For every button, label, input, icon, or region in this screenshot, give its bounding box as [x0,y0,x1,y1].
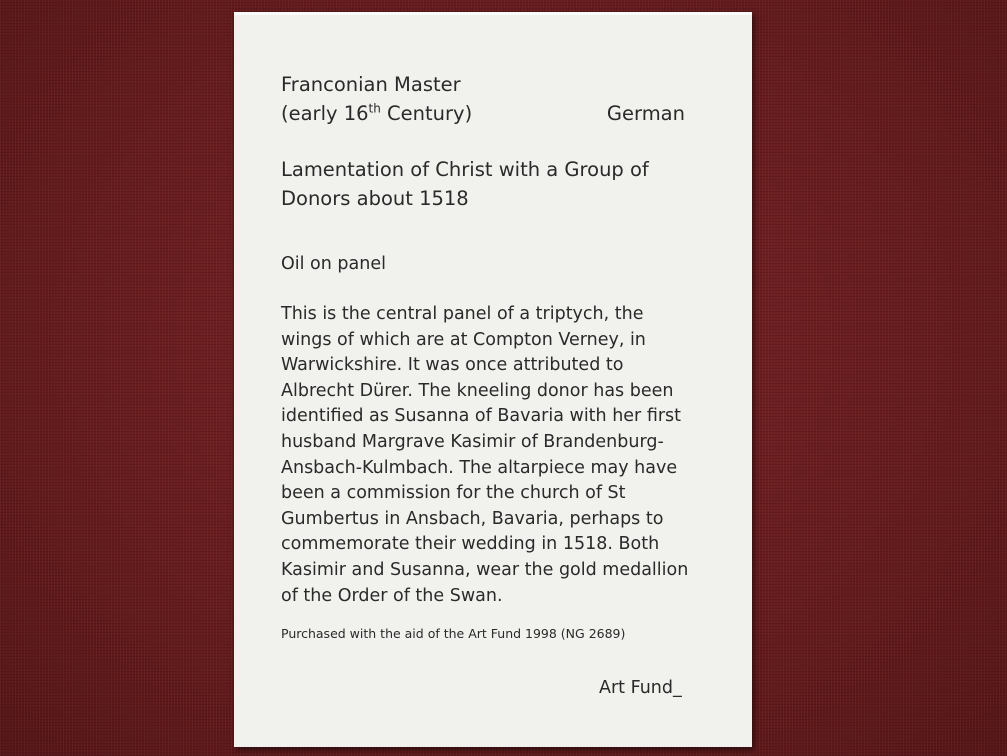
description-line: wings of which are at Compton Verney, in [281,329,646,350]
artist-block [281,70,701,128]
description-line: Ansbach-Kulmbach. The altarpiece may have [281,457,678,478]
description-line: of the Order of the Swan. [281,585,503,606]
artist-dates-prefix: (early 16 [281,102,369,125]
artist-dates-superscript: th [368,101,381,116]
artwork-title [281,155,711,213]
artwork-date: about 1518 [350,187,469,210]
description-line: identified as Susanna of Bavaria with her first [281,406,682,427]
title-line-2: Donors [281,187,351,210]
artist-dates-suffix: Century) [380,102,473,125]
description-line: been a commission for the church of St [281,483,626,504]
description-line: Gumbertus in Ansbach, Bavaria, perhaps to [281,508,664,529]
museum-label-card [234,12,752,747]
artwork-description [281,302,711,609]
description-line: Albrecht Dürer. The kneeling donor has been [281,380,674,401]
art-fund-logo: Art Fund_ [599,678,682,698]
acquisition-credit: Purchased with the aid of the Art Fund 1998 (NG 2689) [281,626,626,641]
artist-dates [281,102,472,125]
description-line: commemorate their wedding in 1518. Both [281,534,660,555]
description-line: Kasimir and Susanna, wear the gold medallion [281,559,689,580]
description-line: Warwickshire. It was once attributed to [281,355,624,376]
artist-name: Franconian Master [281,73,461,96]
artist-nationality: German [606,102,685,125]
description-line: husband Margrave Kasimir of Brandenburg- [281,431,664,452]
description-line: This is the central panel of a triptych, the [281,304,644,324]
artwork-medium: Oil on panel [281,254,386,274]
title-line-1: Lamentation of Christ with a Group of [281,158,649,181]
